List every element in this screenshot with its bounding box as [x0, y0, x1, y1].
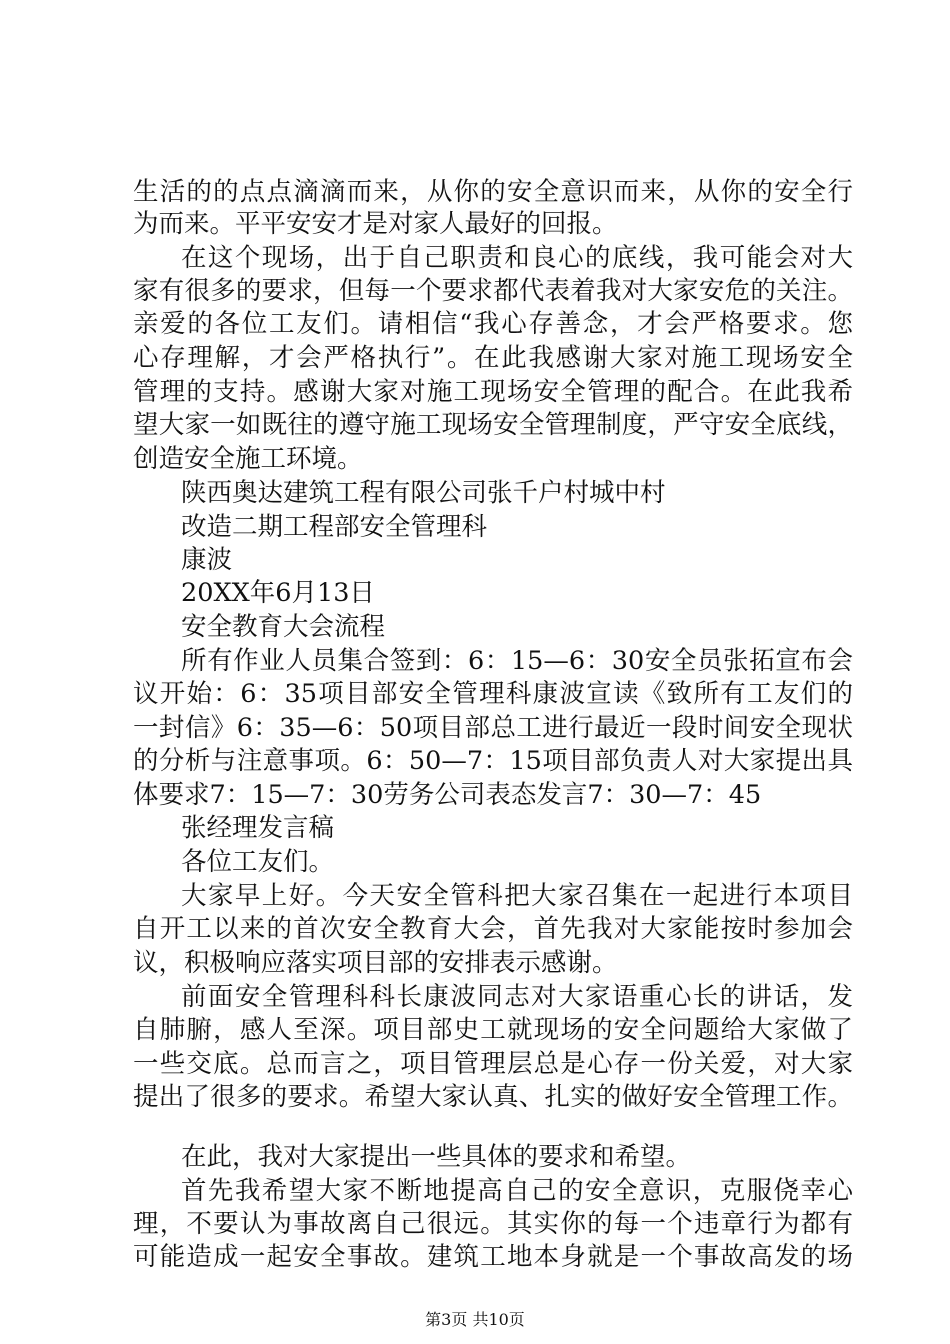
- text-line: 前面安全管理科科长康波同志对大家语重心长的讲话，发: [181, 982, 853, 1012]
- section-title: 安全教育大会流程: [181, 612, 386, 642]
- text-line: 大家早上好。今天安全管科把大家召集在一起进行本项目: [181, 881, 853, 911]
- text-line: 在此，我对大家提出一些具体的要求和希望。: [181, 1142, 692, 1172]
- text-line: 管理的支持。感谢大家对施工现场安全管理的配合。在此我希: [133, 377, 853, 407]
- text-line: 自开工以来的首次安全教育大会，首先我对大家能按时参加会: [133, 914, 853, 944]
- text-line: 体要求7：15—7：30劳务公司表态发言7：30—7：45: [133, 780, 762, 810]
- text-line: 可能造成一起安全事故。建筑工地本身就是一个事故高发的场: [133, 1242, 853, 1272]
- signature-name: 康波: [181, 545, 233, 575]
- text-line: 提出了很多的要求。希望大家认真、扎实的做好安全管理工作。: [133, 1082, 853, 1112]
- salutation: 各位工友们。: [181, 847, 335, 877]
- section-title: 张经理发言稿: [181, 813, 335, 843]
- text-line: 创造安全施工环境。: [133, 444, 363, 474]
- page-footer: 第3页 共10页: [425, 1310, 525, 1329]
- text-line: 理，不要认为事故离自己很远。其实你的每一个违章行为都有: [133, 1209, 853, 1239]
- text-line: 的分析与注意事项。6：50—7：15项目部负责人对大家提出具: [133, 746, 853, 776]
- text-line: 在这个现场，出于自己职责和良心的底线，我可能会对大: [181, 243, 853, 273]
- signature-department: 改造二期工程部安全管理科: [181, 512, 488, 542]
- text-line: 所有作业人员集合签到：6：15—6：30安全员张拓宣布会: [181, 646, 853, 676]
- text-line: 家有很多的要求，但每一个要求都代表着我对大家安危的关注。: [133, 276, 853, 306]
- signature-date: 20XX年6月13日: [181, 578, 375, 608]
- text-line: 心存理解，才会严格执行”。在此我感谢大家对施工现场安全: [133, 343, 853, 373]
- text-line: 亲爱的各位工友们。请相信“我心存善念，才会严格要求。您: [133, 309, 853, 339]
- text-line: 望大家一如既往的遵守施工现场安全管理制度，严守安全底线，: [133, 410, 853, 440]
- text-line: 议开始：6：35项目部安全管理科康波宣读《致所有工友们的: [133, 679, 853, 709]
- text-line: 为而来。平平安安才是对家人最好的回报。: [133, 209, 618, 239]
- text-line: 自肺腑，感人至深。项目部史工就现场的安全问题给大家做了: [133, 1015, 853, 1045]
- text-line: 生活的的点点滴滴而来，从你的安全意识而来，从你的安全行: [133, 177, 853, 207]
- text-line: 一封信》6：35—6：50项目部总工进行最近一段时间安全现状: [133, 713, 853, 743]
- text-line: 首先我希望大家不断地提高自己的安全意识，克服侥幸心: [181, 1176, 853, 1206]
- signature-company: 陕西奥达建筑工程有限公司张千户村城中村: [181, 478, 666, 508]
- text-line: 议，积极响应落实项目部的安排表示感谢。: [133, 948, 618, 978]
- text-line: 一些交底。总而言之，项目管理层总是心存一份关爱，对大家: [133, 1049, 853, 1079]
